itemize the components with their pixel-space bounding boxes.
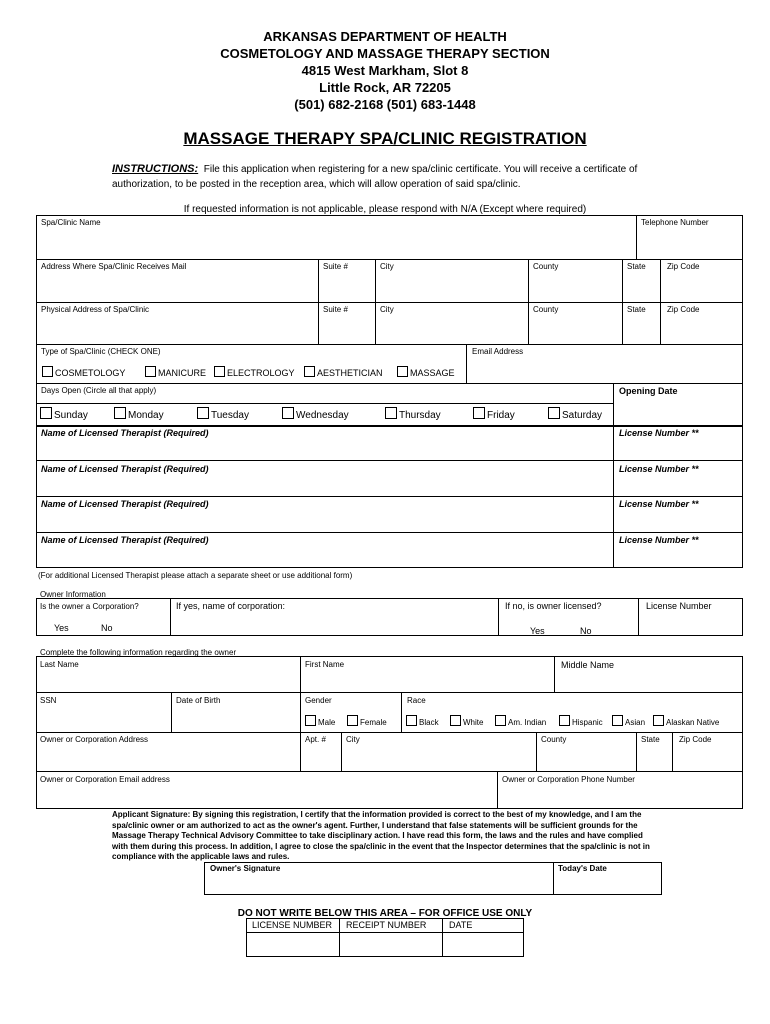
- owner-license-number-label: License Number: [646, 601, 712, 611]
- therapist-license-label-1: License Number **: [619, 428, 699, 438]
- race-black[interactable]: Black: [406, 715, 439, 727]
- instructions-label: INSTRUCTIONS:: [112, 163, 199, 175]
- additional-therapist-note: (For additional Licensed Therapist please attach a separate sheet or use additional form): [38, 571, 353, 580]
- owner-signature-field[interactable]: [206, 874, 551, 893]
- middle-name-label: Middle Name: [561, 660, 615, 670]
- physical-state-label: State: [627, 305, 646, 314]
- owner-phone-label: Owner or Corporation Phone Number: [502, 775, 635, 784]
- last-name-label: Last Name: [40, 660, 79, 669]
- therapist-license-label-2: License Number **: [619, 464, 699, 474]
- corp-name-label: If yes, name of corporation:: [176, 601, 286, 611]
- owner-state-label: State: [641, 735, 660, 744]
- therapist-name-label-2: Name of Licensed Therapist (Required): [41, 464, 209, 474]
- race-asian[interactable]: Asian: [612, 715, 645, 727]
- mail-state-label: State: [627, 262, 646, 271]
- physical-city-label: City: [380, 305, 394, 314]
- owner-apt-label: Apt. #: [305, 735, 326, 744]
- todays-date-label: Today's Date: [558, 864, 607, 873]
- day-saturday[interactable]: Saturday: [548, 407, 602, 421]
- mail-county-label: County: [533, 262, 559, 271]
- ssn-label: SSN: [40, 696, 57, 705]
- header-line-2: COSMETOLOGY AND MASSAGE THERAPY SECTION: [220, 46, 550, 61]
- owner-licensed-label: If no, is owner licensed?: [505, 601, 602, 611]
- type-electrology[interactable]: ELECTROLOGY: [214, 366, 295, 378]
- day-friday[interactable]: Friday: [473, 407, 515, 421]
- type-massage[interactable]: MASSAGE: [397, 366, 455, 378]
- spa-name-label: Spa/Clinic Name: [41, 218, 101, 227]
- gender-label: Gender: [305, 696, 332, 705]
- type-cosmetology[interactable]: COSMETOLOGY: [42, 366, 125, 378]
- telephone-field[interactable]: [640, 230, 740, 256]
- type-aesthetician[interactable]: AESTHETICIAN: [304, 366, 383, 378]
- is-corp-no[interactable]: No: [101, 623, 113, 633]
- opening-date-label: Opening Date: [619, 386, 678, 396]
- day-sunday[interactable]: Sunday: [40, 407, 88, 421]
- physical-zip-label: Zip Code: [667, 305, 700, 314]
- owner-county-label: County: [541, 735, 567, 744]
- owner-email-label: Owner or Corporation Email address: [40, 775, 170, 784]
- mail-city-label: City: [380, 262, 394, 271]
- race-am-indian[interactable]: Am. Indian: [495, 715, 546, 727]
- race-alaskan-native[interactable]: Alaskan Native: [653, 715, 719, 727]
- email-label: Email Address: [472, 347, 524, 356]
- owner-zip-label: Zip Code: [679, 735, 712, 744]
- therapist-license-label-4: License Number **: [619, 535, 699, 545]
- header-line-5: (501) 682-2168 (501) 683-1448: [294, 97, 476, 112]
- type-label: Type of Spa/Clinic (CHECK ONE): [41, 347, 161, 356]
- race-white[interactable]: White: [450, 715, 483, 727]
- office-receipt-label: RECEIPT NUMBER: [346, 920, 427, 930]
- mail-suite-label: Suite #: [323, 262, 348, 271]
- spa-name-field[interactable]: [40, 230, 632, 256]
- telephone-label: Telephone Number: [641, 218, 709, 227]
- office-license-label: LICENSE NUMBER: [252, 920, 333, 930]
- day-wednesday[interactable]: Wednesday: [282, 407, 349, 421]
- physical-address-field[interactable]: [40, 317, 315, 342]
- form-title: MASSAGE THERAPY SPA/CLINIC REGISTRATION: [183, 129, 587, 148]
- is-corp-yes[interactable]: Yes: [54, 623, 69, 633]
- race-hispanic[interactable]: Hispanic: [559, 715, 603, 727]
- mail-zip-label: Zip Code: [667, 262, 700, 271]
- owner-licensed-yes[interactable]: Yes: [530, 626, 545, 636]
- therapist-box: [36, 426, 743, 568]
- race-label: Race: [407, 696, 426, 705]
- complete-owner-note: Complete the following information regarding the owner: [40, 648, 237, 657]
- na-note: If requested information is not applicable, please respond with N/A (Except where required): [183, 204, 587, 215]
- owner-address-label: Owner or Corporation Address: [40, 735, 149, 744]
- mail-address-label: Address Where Spa/Clinic Receives Mail: [41, 262, 187, 271]
- header-line-4: Little Rock, AR 72205: [319, 80, 451, 95]
- mail-address-field[interactable]: [40, 274, 315, 300]
- instructions: [112, 162, 672, 192]
- type-manicure[interactable]: MANICURE: [145, 366, 206, 378]
- gender-female[interactable]: Female: [347, 715, 387, 727]
- instructions-text: File this application when registering for a new spa/clinic certificate. You will receive a certificate of authorization, to be posted in the reception area, which will allow operation of said spa/clinic.: [112, 164, 638, 190]
- day-thursday[interactable]: Thursday: [385, 407, 441, 421]
- owner-corp-box: [36, 598, 743, 636]
- first-name-label: First Name: [305, 660, 345, 669]
- days-open-label: Days Open (Circle all that apply): [41, 386, 157, 395]
- owner-licensed-no[interactable]: No: [580, 626, 592, 636]
- todays-date-field[interactable]: [556, 874, 660, 893]
- office-date-label: DATE: [449, 920, 473, 930]
- day-tuesday[interactable]: Tuesday: [197, 407, 249, 421]
- therapist-name-label-4: Name of Licensed Therapist (Required): [41, 535, 209, 545]
- signature-statement: Applicant Signature: By signing this registration, I certify that the information provided is correct to the best of my knowledge, and I am the spa/clinic owner or am authorized to act as the owner's agent. Further, I understand that false statements will be sufficient grounds for the Massage Therapy Technical Advisory Committee to take disciplinary action. I have read this form, the laws and the rules and have complied with them during this process. In addition, I agree to close the spa/clinic in the event that the Inspector determines that the spa/clinic is not in compliance with the applicable laws and rules.: [112, 810, 650, 862]
- header-line-3: 4815 West Markham, Slot 8: [301, 63, 469, 78]
- therapist-name-label-3: Name of Licensed Therapist (Required): [41, 499, 209, 509]
- owner-city-label: City: [346, 735, 360, 744]
- office-use-heading: DO NOT WRITE BELOW THIS AREA – FOR OFFICE USE ONLY: [237, 908, 533, 919]
- therapist-license-label-3: License Number **: [619, 499, 699, 509]
- therapist-name-label-1: Name of Licensed Therapist (Required): [41, 428, 209, 438]
- is-corp-label: Is the owner a Corporation?: [40, 602, 139, 611]
- owner-signature-label: Owner's Signature: [210, 864, 281, 873]
- header-line-1: ARKANSAS DEPARTMENT OF HEALTH: [263, 29, 507, 44]
- physical-suite-label: Suite #: [323, 305, 348, 314]
- day-monday[interactable]: Monday: [114, 407, 164, 421]
- dob-label: Date of Birth: [176, 696, 221, 705]
- gender-male[interactable]: Male: [305, 715, 335, 727]
- physical-county-label: County: [533, 305, 559, 314]
- owner-section-label: Owner Information: [40, 590, 106, 599]
- physical-address-label: Physical Address of Spa/Clinic: [41, 305, 150, 314]
